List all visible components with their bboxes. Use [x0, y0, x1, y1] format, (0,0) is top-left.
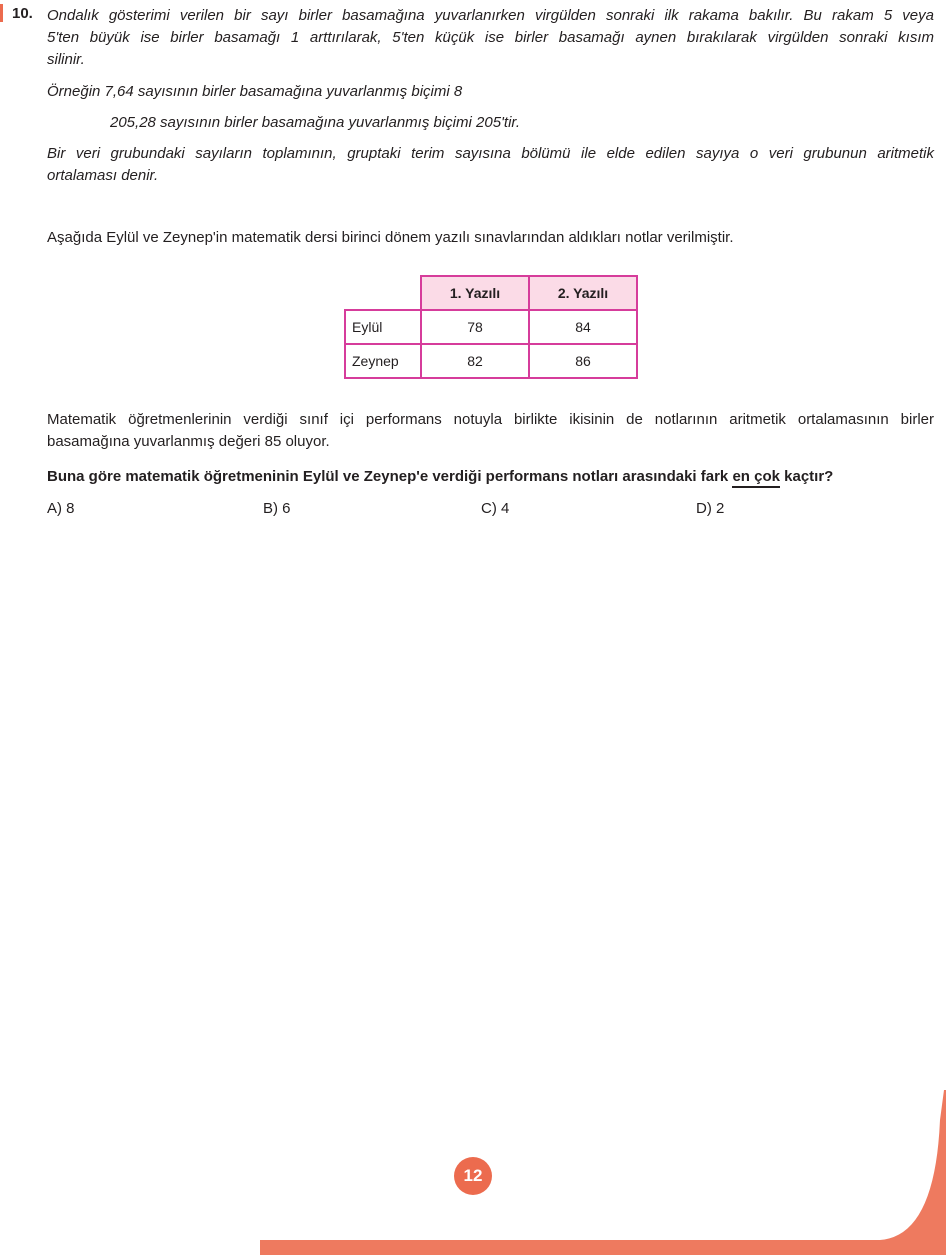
option-c[interactable]: C) 4: [481, 500, 510, 517]
after-table-line-1: Matematik öğretmenlerinin verdiği sınıf içi performans notuyla birlikte ikisinin de notlarının aritmetik ortalamasının birler: [47, 411, 934, 428]
option-b[interactable]: B) 6: [263, 500, 291, 517]
prompt-text-before: Buna göre matematik öğretmeninin Eylül ve Zeynep'e verdiği performans notları arasındaki fark: [47, 468, 733, 485]
header-yazili-1: 1. Yazılı: [421, 276, 529, 310]
definition-line-1: Bir veri grubundaki sayıların toplamının, gruptaki terim sayısına bölümü ile elde edilen sayıya o veri grubunun aritmetik: [47, 145, 934, 162]
intro-line-2: 5'ten büyük ise birler basamağı 1 arttırılarak, 5'ten küçük ise birler basamağı aynen bırakılarak virgülden sonraki kısım: [47, 29, 934, 46]
cell-eylul-yazili-2: 84: [529, 310, 637, 344]
cell-zeynep-yazili-2: 86: [529, 344, 637, 378]
prompt-text-after: kaçtır?: [779, 468, 834, 485]
option-d[interactable]: D) 2: [696, 500, 725, 517]
row-label-zeynep: Zeynep: [345, 344, 421, 378]
cell-zeynep-yazili-1: 82: [421, 344, 529, 378]
table-intro: Aşağıda Eylül ve Zeynep'in matematik dersi birinci dönem yazılı sınavlarından aldıkları notlar verilmiştir.: [47, 229, 734, 246]
after-table-line-2: basamağına yuvarlanmış değeri 85 oluyor.: [47, 433, 330, 450]
example-2: 205,28 sayısının birler basamağına yuvarlanmış biçimi 205'tir.: [110, 114, 521, 131]
example-1: Örneğin 7,64 sayısının birler basamağına yuvarlanmış biçimi 8: [47, 83, 463, 100]
question-number: 10.: [12, 5, 33, 22]
intro-line-1: Ondalık gösterimi verilen bir sayı birler basamağına yuvarlanırken virgülden sonraki ilk rakama bakılır. Bu rakam 5 veya: [47, 7, 934, 24]
cell-eylul-yazili-1: 78: [421, 310, 529, 344]
page-number-badge: 12: [454, 1157, 492, 1195]
definition-line-2: ortalaması denir.: [47, 167, 159, 184]
prompt-emphasis: en çok: [732, 468, 780, 488]
intro-line-3: silinir.: [47, 51, 85, 68]
row-label-eylul: Eylül: [345, 310, 421, 344]
header-yazili-2: 2. Yazılı: [529, 276, 637, 310]
option-a[interactable]: A) 8: [47, 500, 75, 517]
